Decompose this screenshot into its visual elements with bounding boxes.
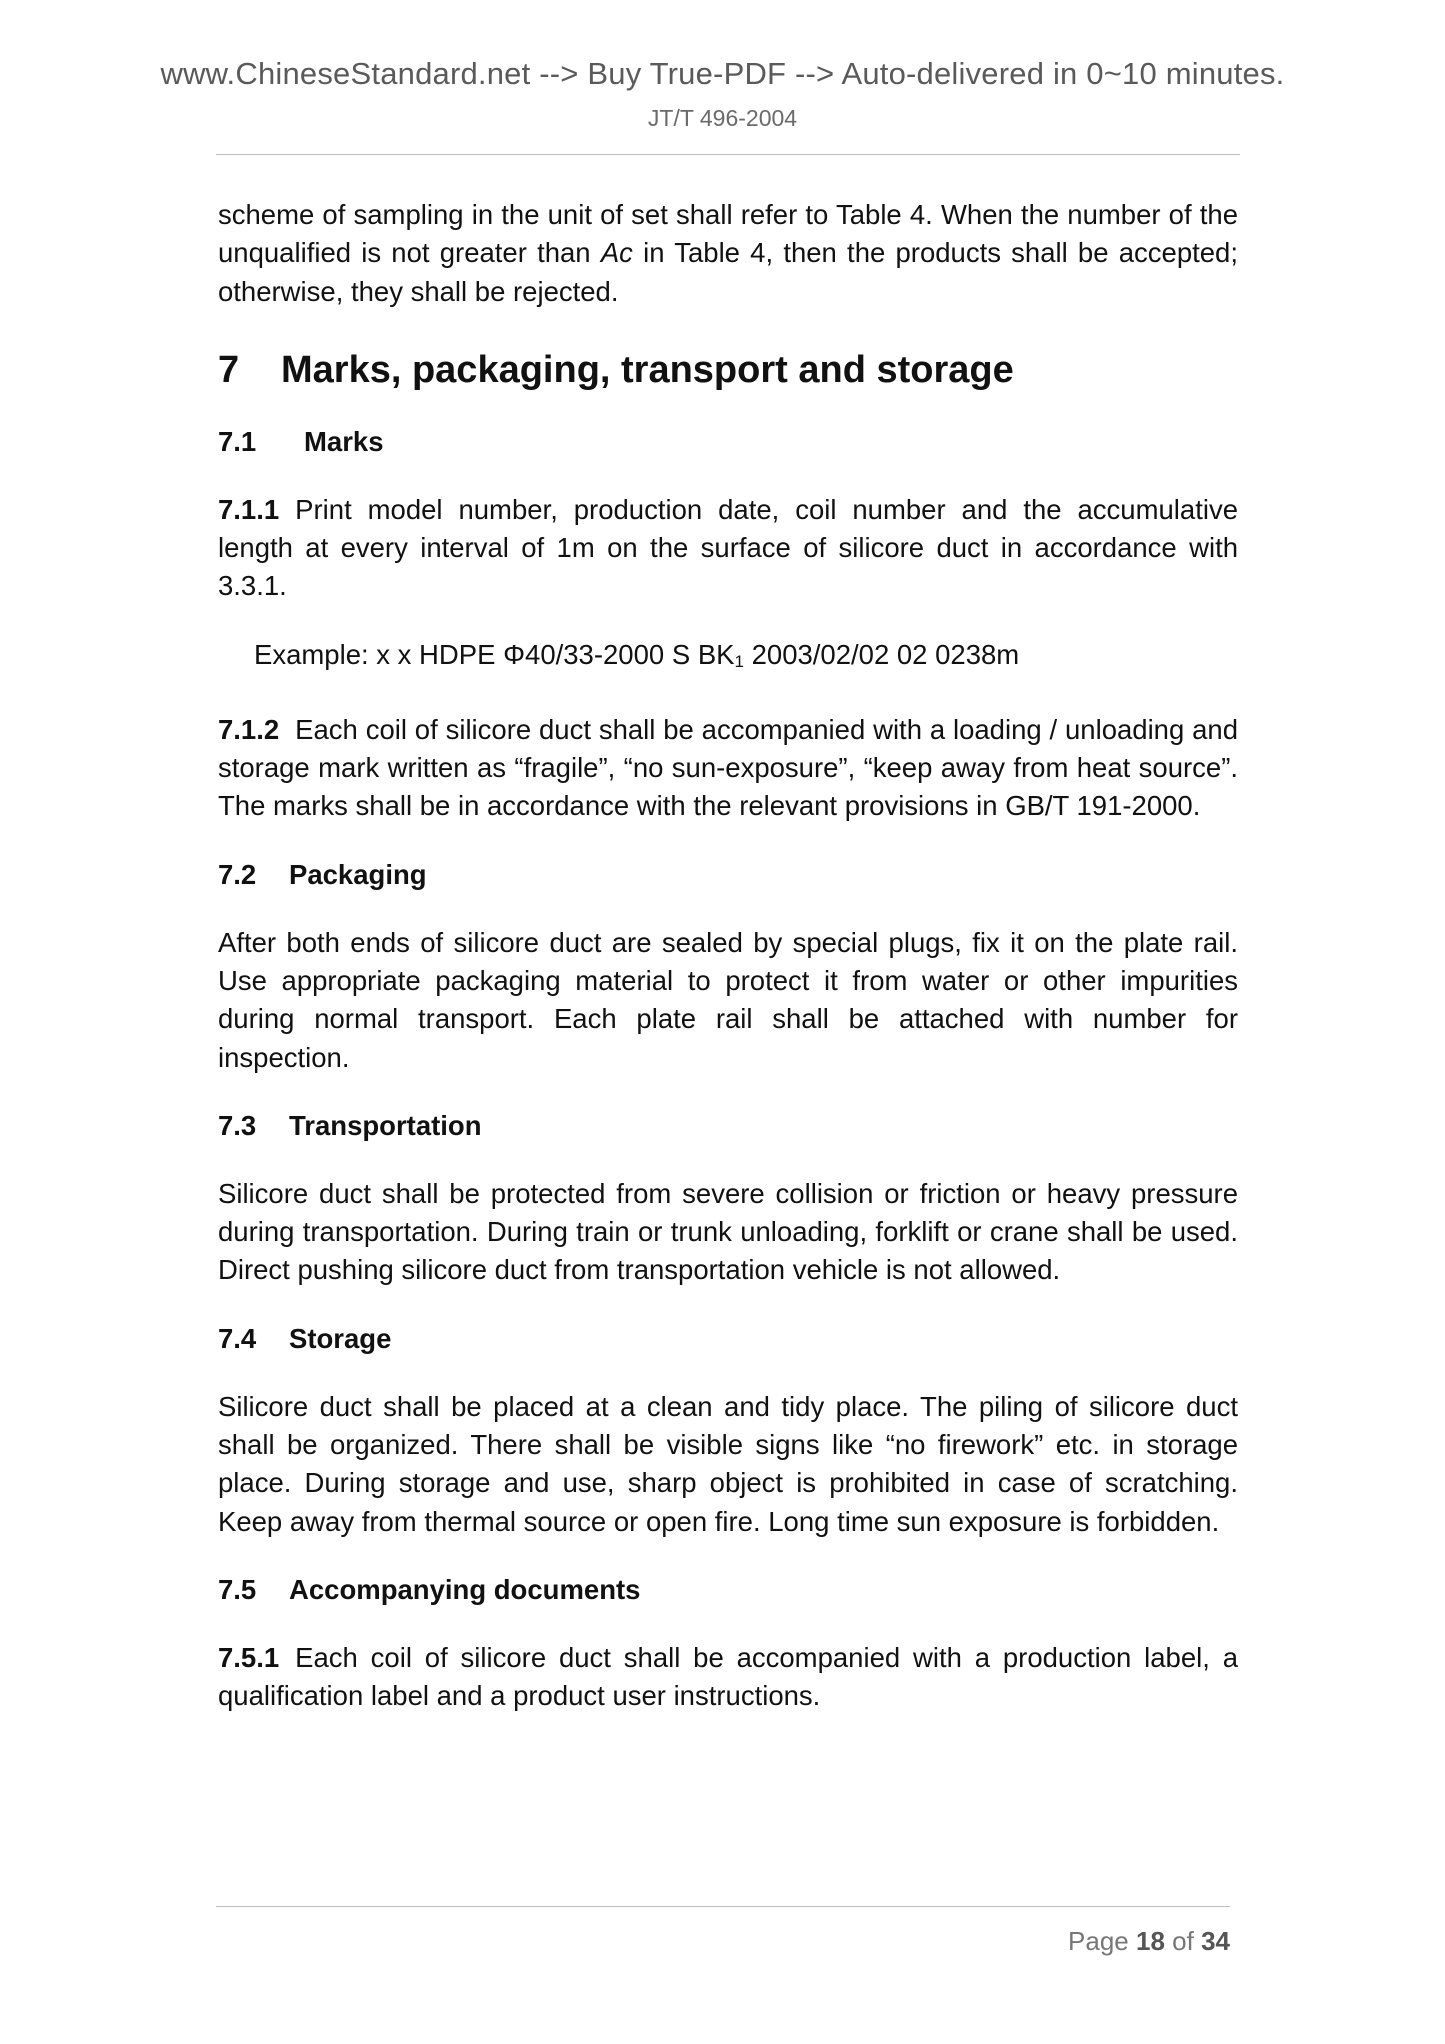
- page-body: [218, 196, 1238, 1716]
- section-7-3-heading: [218, 1107, 1238, 1145]
- clause-7-1-2: [218, 711, 1238, 826]
- intro-ac-term: Ac: [600, 237, 633, 269]
- marking-example: [218, 636, 1238, 681]
- section-7-3-paragraph: Silicore duct shall be protected from severe collision or friction or heavy pressure during transportation. During train or trunk unloading, forklift or crane shall be used. Direct pushing silicore duct from transportation vehicle is not allowed.: [218, 1177, 1238, 1286]
- section-7-3-title: Transportation: [289, 1109, 482, 1141]
- example-text-start: Example: x x HDPE Φ40/33-2000 S BK: [254, 638, 735, 670]
- section-7-5-title: Accompanying documents: [289, 1573, 641, 1605]
- section-7-5-number: 7.5: [218, 1573, 257, 1605]
- page-indicator: [900, 1926, 1230, 1957]
- section-7-2-number: 7.2: [218, 858, 257, 890]
- intro-paragraph: [218, 196, 1238, 311]
- header-divider: [216, 154, 1240, 155]
- intro-text-end: in Table 4, then the products shall be accepted; otherwise, they shall be rejected.: [218, 237, 1238, 307]
- section-7-heading: [218, 347, 1238, 393]
- clause-7-5-1: [218, 1639, 1238, 1716]
- section-7-2-heading: [218, 856, 1238, 894]
- section-7-2-title: Packaging: [289, 858, 427, 890]
- total-page-count: 34: [1201, 1926, 1230, 1956]
- section-7-title: Marks, packaging, transport and storage: [281, 348, 1014, 391]
- page-word: Page: [1068, 1926, 1129, 1956]
- section-7-4-number: 7.4: [218, 1322, 257, 1354]
- example-subscript: 1: [734, 651, 744, 671]
- section-7-5-heading: [218, 1571, 1238, 1609]
- clause-7-1-1: [218, 491, 1238, 606]
- section-7-4-heading: [218, 1320, 1238, 1358]
- of-word: of: [1172, 1926, 1194, 1956]
- section-7-number: 7: [218, 348, 240, 391]
- clause-7-1-2-number: 7.1.2: [218, 713, 280, 745]
- clause-7-5-1-text: Each coil of silicore duct shall be accompanied with a production label, a qualification label and a product user instructions.: [218, 1641, 1238, 1712]
- document-code: JT/T 496-2004: [647, 105, 798, 131]
- clause-7-1-1-number: 7.1.1: [218, 493, 280, 525]
- current-page-number: 18: [1136, 1926, 1165, 1956]
- section-7-1-title: Marks: [304, 425, 384, 457]
- intro-text-start: scheme of sampling in the unit of set shall refer to Table 4. When the number of the unqualified is not greater than: [218, 199, 1238, 269]
- footer-divider: [216, 1906, 1230, 1907]
- section-7-3-number: 7.3: [218, 1109, 257, 1141]
- clause-7-1-1-text: Print model number, production date, coil number and the accumulative length at every interval of 1m on the surface of silicore duct in accordance with 3.3.1.: [218, 493, 1238, 602]
- section-7-1-number: 7.1: [218, 425, 257, 457]
- section-7-4-paragraph: Silicore duct shall be placed at a clean and tidy place. The piling of silicore duct shall be organized. There shall be visible signs like “no firework” etc. in storage place. During storage and use, sharp object is prohibited in case of scratching. Keep away from thermal source or open fire. Long time sun exposure is forbidden.: [218, 1390, 1238, 1537]
- example-text-end: 2003/02/02 02 0238m: [743, 638, 1020, 670]
- header-banner: www.ChineseStandard.net --> Buy True-PDF --> Auto-delivered in 0~10 minutes.: [160, 56, 1285, 91]
- section-7-2-paragraph: After both ends of silicore duct are sealed by special plugs, fix it on the plate rail. Use appropriate packaging material to protect it from water or other impurities during normal transport. Each plate rail shall be attached with number for inspection.: [218, 926, 1238, 1073]
- clause-7-5-1-number: 7.5.1: [218, 1641, 280, 1673]
- section-7-1-heading: [218, 423, 1238, 461]
- clause-7-1-2-text: Each coil of silicore duct shall be accompanied with a loading / unloading and storage mark written as “fragile”, “no sun-exposure”, “keep away from heat source”. The marks shall be in accordance with the relevant provisions in GB/T 191-2000.: [218, 713, 1238, 822]
- section-7-4-title: Storage: [289, 1322, 392, 1354]
